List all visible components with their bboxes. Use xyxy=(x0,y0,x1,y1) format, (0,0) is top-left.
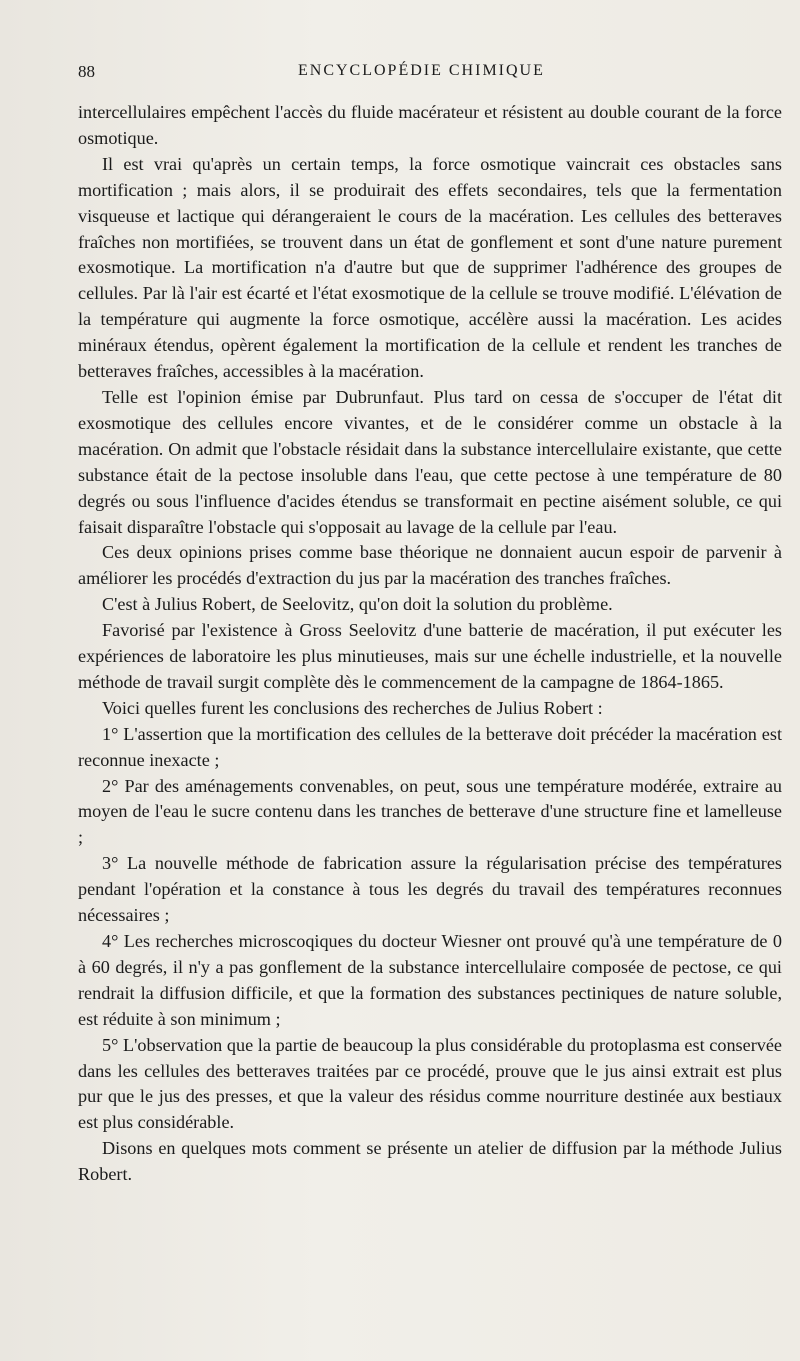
paragraph: Il est vrai qu'après un certain temps, la force osmotique vaincrait ces obstacles sans mortification ; mais alors, il se produirait des effets secondaires, tels que la fermentation visqueuse et lactique qui dérangeraient le cours de la macération. Les cellules des betteraves fraîches non mortifiées, se trouvent dans un état de gonflement et sont d'une nature purement exosmotique. La mortification n'a d'autre but que de supprimer l'adhérence des groupes de cellules. Par là l'air est écarté et l'état exosmotique de la cellule se trouve modifié. L'élévation de la température qui augmente la force osmotique, accélère aussi la macération. Les acides minéraux étendus, opèrent également la mortification de la cellule et rendent les tranches de betteraves fraîches, accessibles à la macération. xyxy=(78,153,782,382)
page-number: 88 xyxy=(78,62,95,81)
conclusion-item: 2° Par des aménagements convenables, on peut, sous une température modérée, extraire au moyen de l'eau le sucre contenu dans les tranches de betterave d'une structure fine et lamelleuse ; xyxy=(78,775,782,848)
paragraph: Disons en quelques mots comment se présente un atelier de diffusion par la méthode Julius Robert. xyxy=(78,1138,782,1185)
paragraph: Ces deux opinions prises comme base théorique ne donnaient aucun espoir de parvenir à améliorer les procédés d'extraction du jus par la macération des tranches fraîches. xyxy=(78,542,782,589)
paragraph: Telle est l'opinion émise par Dubrunfaut. Plus tard on cessa de s'occuper de l'état dit exosmotique des cellules encore vivantes, et de le considérer comme un obstacle à la macération. On admit que l'obstacle résidait dans la substance intercellulaire existante, que cette substance était de la pectose insoluble dans l'eau, que cette pectose à une température de 80 degrés ou sous l'influence d'acides étendus se transformait en pectine aisément soluble, ce qui faisait disparaître l'obstacle qui s'opposait au lavage de la cellule par l'eau. xyxy=(78,386,782,537)
conclusion-item: 3° La nouvelle méthode de fabrication assure la régularisation précise des températures pendant l'opération et la constance à tous les degrés du travail des températures reconnues nécessaires ; xyxy=(78,853,782,926)
paragraph: Voici quelles furent les conclusions des recherches de Julius Robert : xyxy=(102,697,603,718)
running-title: ENCYCLOPÉDIE CHIMIQUE xyxy=(298,62,545,79)
conclusion-item: 5° L'observation que la partie de beaucoup la plus considérable du protoplasma est conservée dans les cellules des betteraves traitées par ce procédé, prouve que le jus ainsi extrait est plus pur que le jus des presses, et que la valeur des résidus comme nourriture destinée aux bestiaux est plus considérable. xyxy=(78,1034,782,1133)
paragraph: Favorisé par l'existence à Gross Seelovitz d'une batterie de macération, il put exécuter les expériences de laboratoire les plus minutieuses, mais sur une échelle industrielle, et la nouvelle méthode de travail surgit complète dès le commencement de la campagne de 1864-1865. xyxy=(78,620,782,692)
paragraph-continuation: intercellulaires empêchent l'accès du fluide macérateur et résistent au double courant de la force osmotique. xyxy=(78,102,782,148)
conclusion-item: 1° L'assertion que la mortification des cellules de la betterave doit précéder la macération est reconnue inexacte ; xyxy=(78,723,782,770)
body-text xyxy=(78,100,782,1188)
conclusion-item: 4° Les recherches microscoqiques du docteur Wiesner ont prouvé qu'à une température de 0 à 60 degrés, il n'y a pas gonflement de la substance intercellulaire composée de pectose, ce qui rendrait la diffusion difficile, et que la formation des substances pectiniques de nature soluble, est réduite à son minimum ; xyxy=(78,931,782,1029)
paragraph: C'est à Julius Robert, de Seelovitz, qu'on doit la solution du problème. xyxy=(102,594,613,615)
page-header xyxy=(78,62,778,86)
